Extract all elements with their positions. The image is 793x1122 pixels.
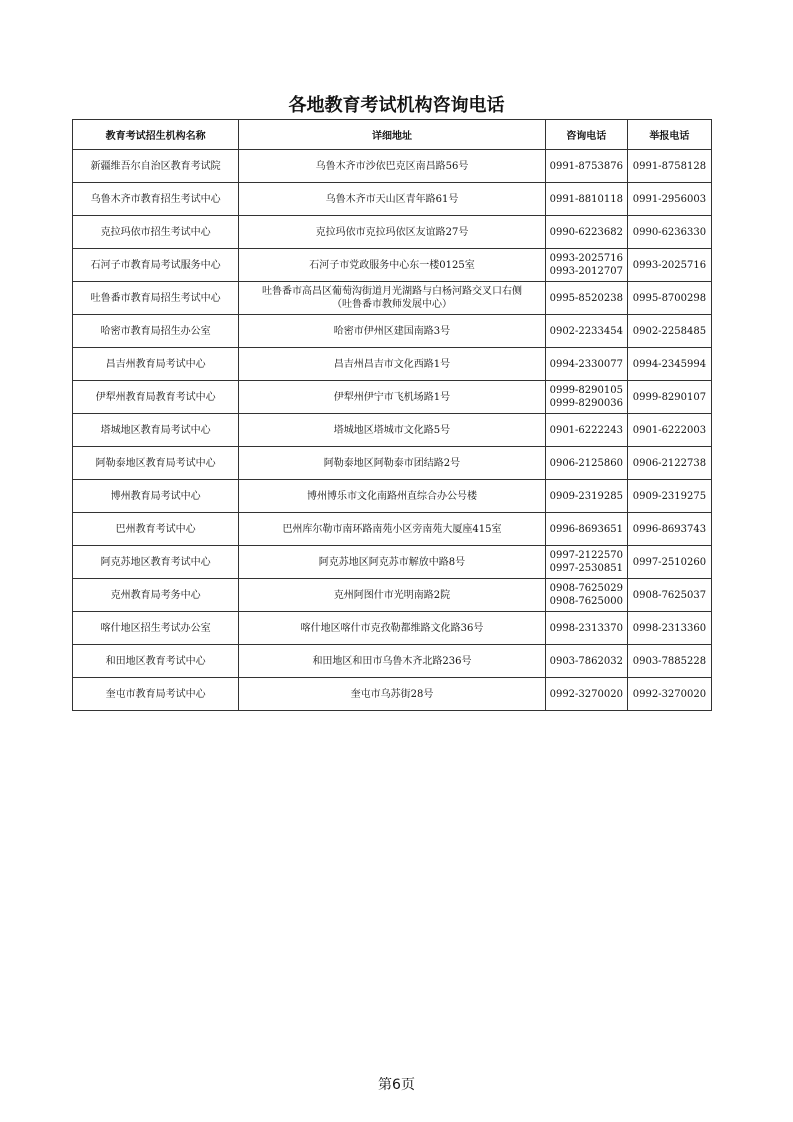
address-line: 博州博乐市文化南路州直综合办公号楼	[306, 490, 477, 502]
cell-address	[239, 150, 545, 183]
cell-address	[239, 183, 545, 216]
cell-institution-name: 克拉玛依市招生考试中心	[73, 216, 239, 249]
cell-institution-name: 塔城地区教育局考试中心	[73, 414, 239, 447]
table-row	[73, 645, 712, 678]
table-row	[73, 513, 712, 546]
column-header-report-phone: 举报电话	[627, 120, 711, 150]
cell-consult-phone	[545, 546, 627, 579]
cell-institution-name: 昌吉州教育局考试中心	[73, 348, 239, 381]
consult-phone-number: 0996-8693651	[549, 523, 623, 535]
cell-institution-name: 乌鲁木齐市教育招生考试中心	[73, 183, 239, 216]
cell-address	[239, 579, 545, 612]
cell-consult-phone	[545, 645, 627, 678]
cell-consult-phone	[545, 315, 627, 348]
address-line: 克州阿图什市光明南路2院	[333, 589, 451, 601]
address-line: 乌鲁木齐市沙依巴克区南昌路56号	[315, 160, 469, 172]
table-header-row	[73, 120, 712, 150]
cell-institution-name: 喀什地区招生考试办公室	[73, 612, 239, 645]
address-line: 喀什地区喀什市克孜勒都维路文化路36号	[300, 622, 484, 634]
cell-institution-name: 哈密市教育局招生办公室	[73, 315, 239, 348]
consult-phone-number: 0992-3270020	[549, 688, 623, 700]
cell-institution-name: 石河子市教育局考试服务中心	[73, 249, 239, 282]
consult-phone-number: 0990-6223682	[549, 226, 623, 238]
address-line: 阿克苏地区阿克苏市解放中路8号	[318, 556, 466, 568]
cell-consult-phone	[545, 348, 627, 381]
address-line: 巴州库尔勒市南环路南苑小区旁南苑大厦座415室	[282, 523, 502, 535]
address-line: 伊犁州伊宁市飞机场路1号	[333, 391, 451, 403]
table-row	[73, 216, 712, 249]
address-line: （吐鲁番市教师发展中心）	[331, 299, 452, 310]
column-header-name: 教育考试招生机构名称	[73, 120, 239, 150]
cell-consult-phone	[545, 150, 627, 183]
address-line: 塔城地区塔城市文化路5号	[333, 424, 451, 436]
cell-address	[239, 447, 545, 480]
cell-consult-phone	[545, 480, 627, 513]
cell-consult-phone	[545, 447, 627, 480]
cell-report-phone: 0991-2956003	[627, 183, 711, 216]
address-line: 乌鲁木齐市天山区青年路61号	[325, 193, 459, 205]
consult-phone-number: 0902-2233454	[549, 325, 623, 337]
cell-consult-phone	[545, 216, 627, 249]
consult-phone-number: 0906-2125860	[549, 457, 623, 469]
cell-address	[239, 513, 545, 546]
cell-institution-name: 阿克苏地区教育考试中心	[73, 546, 239, 579]
consult-phone-number: 0999-8290105	[549, 385, 623, 396]
cell-consult-phone	[545, 678, 627, 711]
cell-consult-phone	[545, 414, 627, 447]
cell-institution-name: 巴州教育考试中心	[73, 513, 239, 546]
table-row	[73, 282, 712, 315]
cell-consult-phone	[545, 381, 627, 414]
consult-phone-number: 0908-7625029	[549, 583, 623, 594]
cell-report-phone: 0991-8758128	[627, 150, 711, 183]
cell-report-phone: 0997-2510260	[627, 546, 711, 579]
cell-report-phone: 0992-3270020	[627, 678, 711, 711]
contacts-table	[72, 119, 712, 711]
cell-report-phone: 0990-6236330	[627, 216, 711, 249]
consult-phone-number: 0999-8290036	[549, 398, 623, 409]
cell-address	[239, 612, 545, 645]
consult-phone-number: 0995-8520238	[549, 292, 623, 304]
consult-phone-number: 0909-2319285	[549, 490, 623, 502]
cell-institution-name: 伊犁州教育局教育考试中心	[73, 381, 239, 414]
cell-report-phone: 0908-7625037	[627, 579, 711, 612]
consult-phone-number: 0993-2025716	[549, 253, 623, 264]
table-row	[73, 315, 712, 348]
table-row	[73, 480, 712, 513]
cell-address	[239, 348, 545, 381]
consult-phone-number: 0901-6222243	[549, 424, 623, 436]
cell-address	[239, 678, 545, 711]
cell-consult-phone	[545, 183, 627, 216]
cell-address	[239, 282, 545, 315]
table-row	[73, 183, 712, 216]
cell-report-phone: 0993-2025716	[627, 249, 711, 282]
consult-phone-number: 0994-2330077	[549, 358, 623, 370]
cell-consult-phone	[545, 282, 627, 315]
consult-phone-number: 0993-2012707	[549, 266, 623, 277]
cell-report-phone: 0994-2345994	[627, 348, 711, 381]
cell-address	[239, 249, 545, 282]
cell-consult-phone	[545, 249, 627, 282]
consult-phone-number: 0908-7625000	[549, 596, 623, 607]
cell-institution-name: 克州教育局考务中心	[73, 579, 239, 612]
cell-address	[239, 381, 545, 414]
cell-institution-name: 和田地区教育考试中心	[73, 645, 239, 678]
consult-phone-number: 0991-8810118	[549, 193, 623, 205]
cell-address	[239, 645, 545, 678]
table-row	[73, 678, 712, 711]
table-row	[73, 414, 712, 447]
cell-address	[239, 315, 545, 348]
consult-phone-number: 0997-2122570	[549, 550, 623, 561]
cell-report-phone: 0901-6222003	[627, 414, 711, 447]
table-row	[73, 546, 712, 579]
address-line: 克拉玛依市克拉玛依区友谊路27号	[315, 226, 469, 238]
page-number: 第6页	[378, 1077, 415, 1093]
address-line: 奎屯市乌苏街28号	[350, 688, 434, 700]
cell-report-phone: 0903-7885228	[627, 645, 711, 678]
cell-report-phone: 0902-2258485	[627, 315, 711, 348]
table-row	[73, 348, 712, 381]
column-header-consult-phone: 咨询电话	[545, 120, 627, 150]
cell-report-phone: 0996-8693743	[627, 513, 711, 546]
table-row	[73, 447, 712, 480]
cell-institution-name: 新疆维吾尔自治区教育考试院	[73, 150, 239, 183]
cell-address	[239, 546, 545, 579]
cell-report-phone: 0999-8290107	[627, 381, 711, 414]
consult-phone-number: 0903-7862032	[549, 655, 623, 667]
address-line: 昌吉州昌吉市文化西路1号	[333, 358, 451, 370]
table-row	[73, 249, 712, 282]
address-line: 石河子市党政服务中心东一楼0125室	[309, 259, 475, 271]
table-row	[73, 612, 712, 645]
table-row	[73, 579, 712, 612]
address-line: 吐鲁番市高昌区葡萄沟街道月光湖路与白杨河路交叉口右侧	[261, 286, 522, 297]
cell-report-phone: 0998-2313360	[627, 612, 711, 645]
cell-address	[239, 414, 545, 447]
consult-phone-number: 0998-2313370	[549, 622, 623, 634]
cell-institution-name: 博州教育局考试中心	[73, 480, 239, 513]
cell-institution-name: 阿勒泰地区教育局考试中心	[73, 447, 239, 480]
address-line: 哈密市伊州区建国南路3号	[333, 325, 451, 337]
cell-address	[239, 480, 545, 513]
consult-phone-number: 0997-2530851	[549, 563, 623, 574]
cell-report-phone: 0995-8700298	[627, 282, 711, 315]
table-body	[73, 150, 712, 711]
table-row	[73, 381, 712, 414]
address-line: 阿勒泰地区阿勒泰市团结路2号	[323, 457, 461, 469]
cell-consult-phone	[545, 513, 627, 546]
table-row	[73, 150, 712, 183]
column-header-address: 详细地址	[239, 120, 545, 150]
consult-phone-number: 0991-8753876	[549, 160, 623, 172]
cell-institution-name: 吐鲁番市教育局招生考试中心	[73, 282, 239, 315]
address-line: 和田地区和田市乌鲁木齐北路236号	[312, 655, 472, 667]
cell-address	[239, 216, 545, 249]
page-title: 各地教育考试机构咨询电话	[288, 95, 505, 116]
cell-report-phone: 0909-2319275	[627, 480, 711, 513]
cell-institution-name: 奎屯市教育局考试中心	[73, 678, 239, 711]
cell-report-phone: 0906-2122738	[627, 447, 711, 480]
cell-consult-phone	[545, 579, 627, 612]
cell-consult-phone	[545, 612, 627, 645]
